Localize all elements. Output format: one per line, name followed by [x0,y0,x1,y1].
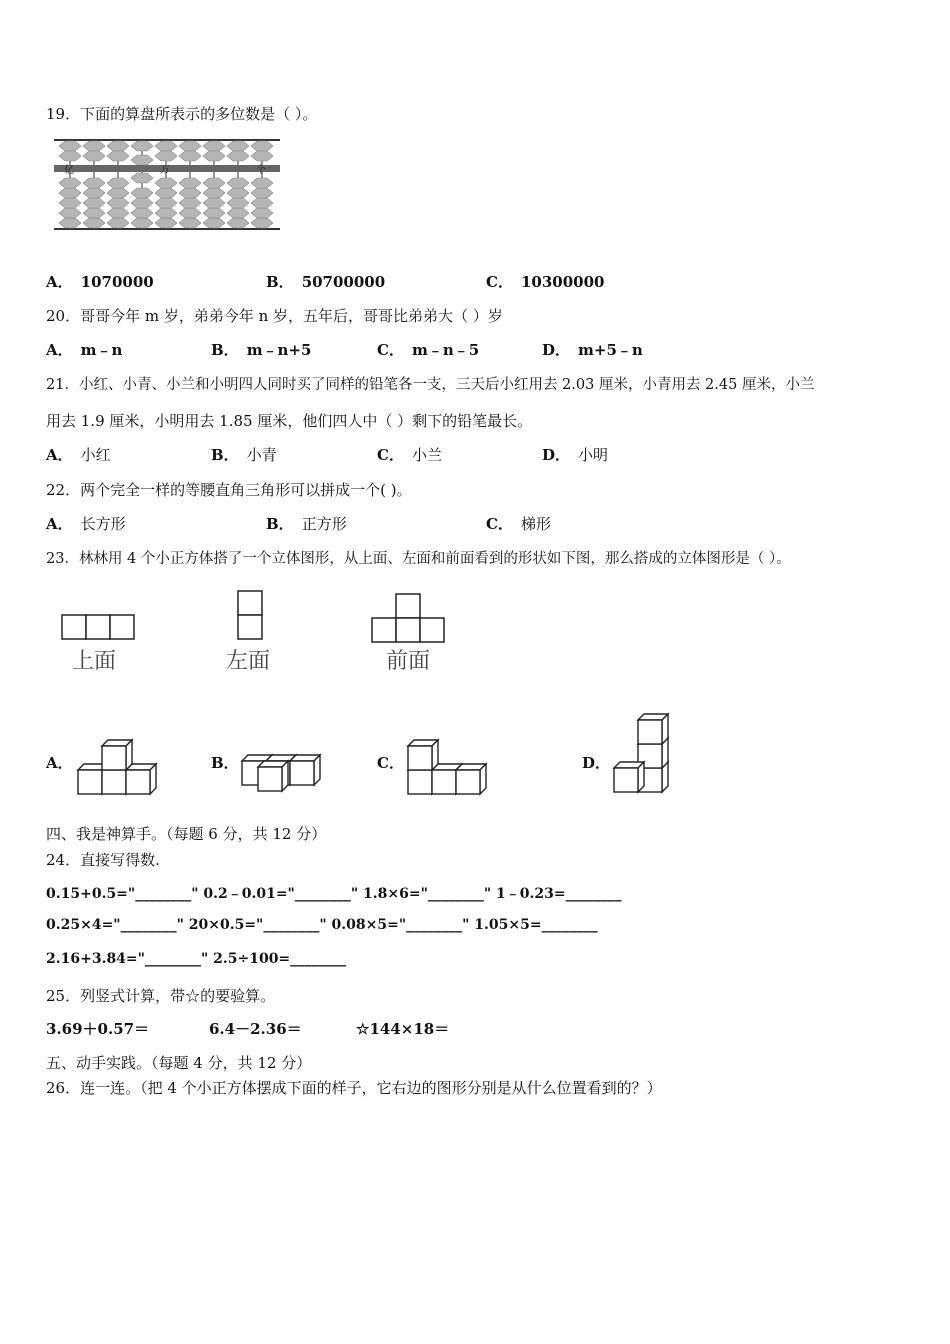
view-label-front: 前面 [386,649,431,674]
q25-item-3: ☆144×18＝ [356,1020,450,1038]
cube-side-face [282,761,288,791]
abacus-bead [107,141,129,151]
q20-option-a[interactable]: A． m﹣n [46,341,123,359]
abacus-bead [83,208,105,218]
cube-front-face [432,770,456,794]
abacus-bead [131,141,153,151]
cube-side-face [126,740,132,770]
cube-front-face [78,770,102,794]
view-top-figure [60,612,140,674]
cube-front-face [408,746,432,770]
abacus-bead [83,178,105,188]
cube-side-face [150,764,156,794]
cube-front-face [408,770,432,794]
q24-line-2: 0.25×4="________" 20×0.5="________" 0.08×5="________" 1.05×5=________ [46,917,598,933]
q19-option-b[interactable]: B． 50700000 [266,273,386,291]
cube-front-face [258,767,282,791]
abacus-bead [179,218,201,228]
view-label-left: 左面 [226,649,271,674]
abacus-bead [131,198,153,208]
cube-side-face [662,714,668,744]
q22-option-b[interactable]: B． 正方形 [266,515,347,533]
abacus-bead [131,188,153,198]
abacus-bead [251,151,273,161]
abacus-bead [59,141,81,151]
abacus-bead [203,178,225,188]
abacus-bead [227,188,249,198]
q20-option-c[interactable]: C． m﹣n﹣5 [377,341,480,359]
abacus-bead [227,178,249,188]
abacus-bead [131,173,153,183]
abacus-bead [179,198,201,208]
abacus-label-yi: 亿 [64,165,74,176]
abacus-bead [251,141,273,151]
view-front-figure [370,592,450,674]
abacus-bead [155,141,177,151]
q22-option-c[interactable]: C． 梯形 [486,515,551,533]
abacus-bead [83,151,105,161]
q21-text-line1: 21．小红、小青、小兰和小明四人同时买了同样的铅笔各一支，三天后小红用去 2.03 厘米，小青用去 2.45 厘米，小兰 [46,377,815,393]
abacus-bead [203,208,225,218]
abacus-bead [59,218,81,228]
abacus-bead [251,188,273,198]
abacus-bead [107,188,129,198]
view-left-figure [224,588,284,674]
abacus-bead [251,208,273,218]
cube-side-face [638,762,644,792]
abacus-bead [203,198,225,208]
abacus-bead [59,178,81,188]
q21-option-d[interactable]: D． 小明 [542,446,609,464]
abacus-bead [59,151,81,161]
abacus-bead [155,218,177,228]
abacus-bead [107,198,129,208]
cube-front-face [614,768,638,792]
q23-option-b-figure [240,753,330,793]
abacus-bead [59,208,81,218]
cube-front-face [456,770,480,794]
abacus-bead [251,198,273,208]
q23-text: 23．林林用 4 个小正方体搭了一个立体图形，从上面、左面和前面看到的形状如下图，那么搭成的立体图形是（ ）。 [46,551,791,567]
abacus-bead [155,198,177,208]
q24-line-1: 0.15+0.5="________" 0.2﹣0.01="________" 1.8×6="________" 1﹣0.23=________ [46,886,622,902]
cube-front-face [102,770,126,794]
q20-option-b[interactable]: B． m﹣n+5 [211,341,312,359]
q19-text: 19．下面的算盘所表示的多位数是（ ）。 [46,105,318,123]
abacus-bead [203,218,225,228]
q23-option-b[interactable]: B． [211,754,239,772]
abacus-bead [251,178,273,188]
abacus-bead [179,178,201,188]
cube-front-face [126,770,150,794]
cube-side-face [480,764,486,794]
cube-side-face [314,755,320,785]
q19-option-a[interactable]: A． 1070000 [46,273,154,291]
abacus-bead [107,178,129,188]
q24-line-3: 2.16+3.84="________" 2.5÷100=________ [46,951,347,967]
q23-option-d[interactable]: D． [582,754,611,772]
abacus-bead [107,218,129,228]
section-5-heading: 五、动手实践。（每题 4 分，共 12 分） [46,1054,312,1072]
cube-front-face [290,761,314,785]
q21-option-c[interactable]: C． 小兰 [377,446,442,464]
abacus-bead [59,198,81,208]
abacus-bead [83,188,105,198]
abacus-bead [83,141,105,151]
abacus-bead [179,188,201,198]
abacus-bead [227,218,249,228]
q21-text-line2: 用去 1.9 厘米，小明用去 1.85 厘米，他们四人中（ ）剩下的铅笔最长。 [46,412,533,430]
abacus-bead [155,208,177,218]
section-4-heading: 四、我是神算手。（每题 6 分，共 12 分） [46,825,327,843]
q23-option-c[interactable]: C． [377,754,404,772]
abacus-bead [179,151,201,161]
abacus-bead [203,151,225,161]
q20-text: 20．哥哥今年 m 岁，弟弟今年 n 岁，五年后，哥哥比弟弟大（ ）岁 [46,307,503,325]
abacus-bead [155,188,177,198]
q23-option-a[interactable]: A． [46,754,73,772]
abacus-bead [203,188,225,198]
q25-text: 25．列竖式计算，带☆的要验算。 [46,987,276,1005]
q23-option-d-figure [612,714,674,794]
q21-option-a[interactable]: A． 小红 [46,446,111,464]
abacus-bead [227,151,249,161]
abacus-bead [227,208,249,218]
abacus-bead [131,218,153,228]
abacus-bead [107,208,129,218]
abacus-bead [227,141,249,151]
q20-option-d[interactable]: D． m+5﹣n [542,341,643,359]
q19-option-c[interactable]: C． 10300000 [486,273,605,291]
q26-text: 26．连一连。（把 4 个小正方体摆成下面的样子，它右边的图形分别是从什么位置看到的？） [46,1079,662,1097]
q21-option-b[interactable]: B． 小青 [211,446,277,464]
q25-item-1: 3.69＋0.57＝ [46,1020,150,1038]
view-label-top: 上面 [72,649,117,674]
abacus-figure [52,135,282,235]
abacus-bead [179,208,201,218]
cube-side-face [432,740,438,770]
q22-option-a[interactable]: A． 长方形 [46,515,126,533]
abacus-bead [131,208,153,218]
abacus-bead [227,198,249,208]
q25-item-2: 6.4－2.36＝ [209,1020,302,1038]
abacus-bead [155,178,177,188]
q22-text: 22．两个完全一样的等腰直角三角形可以拼成一个( )。 [46,481,412,499]
abacus-label-wan: 万 [160,165,170,176]
cube-front-face [102,746,126,770]
abacus-bead [155,151,177,161]
q23-option-a-figure [76,740,161,798]
abacus-bead [251,218,273,228]
q24-text: 24．直接写得数. [46,851,160,869]
abacus-bead [107,151,129,161]
abacus-bead [131,155,153,165]
abacus-bead [83,218,105,228]
abacus-bead [179,141,201,151]
cube-front-face [638,720,662,744]
abacus-bead [59,188,81,198]
abacus-bead [203,141,225,151]
abacus-bead [83,198,105,208]
abacus-label-ge: 个 [256,165,266,176]
q23-option-c-figure [406,740,496,798]
